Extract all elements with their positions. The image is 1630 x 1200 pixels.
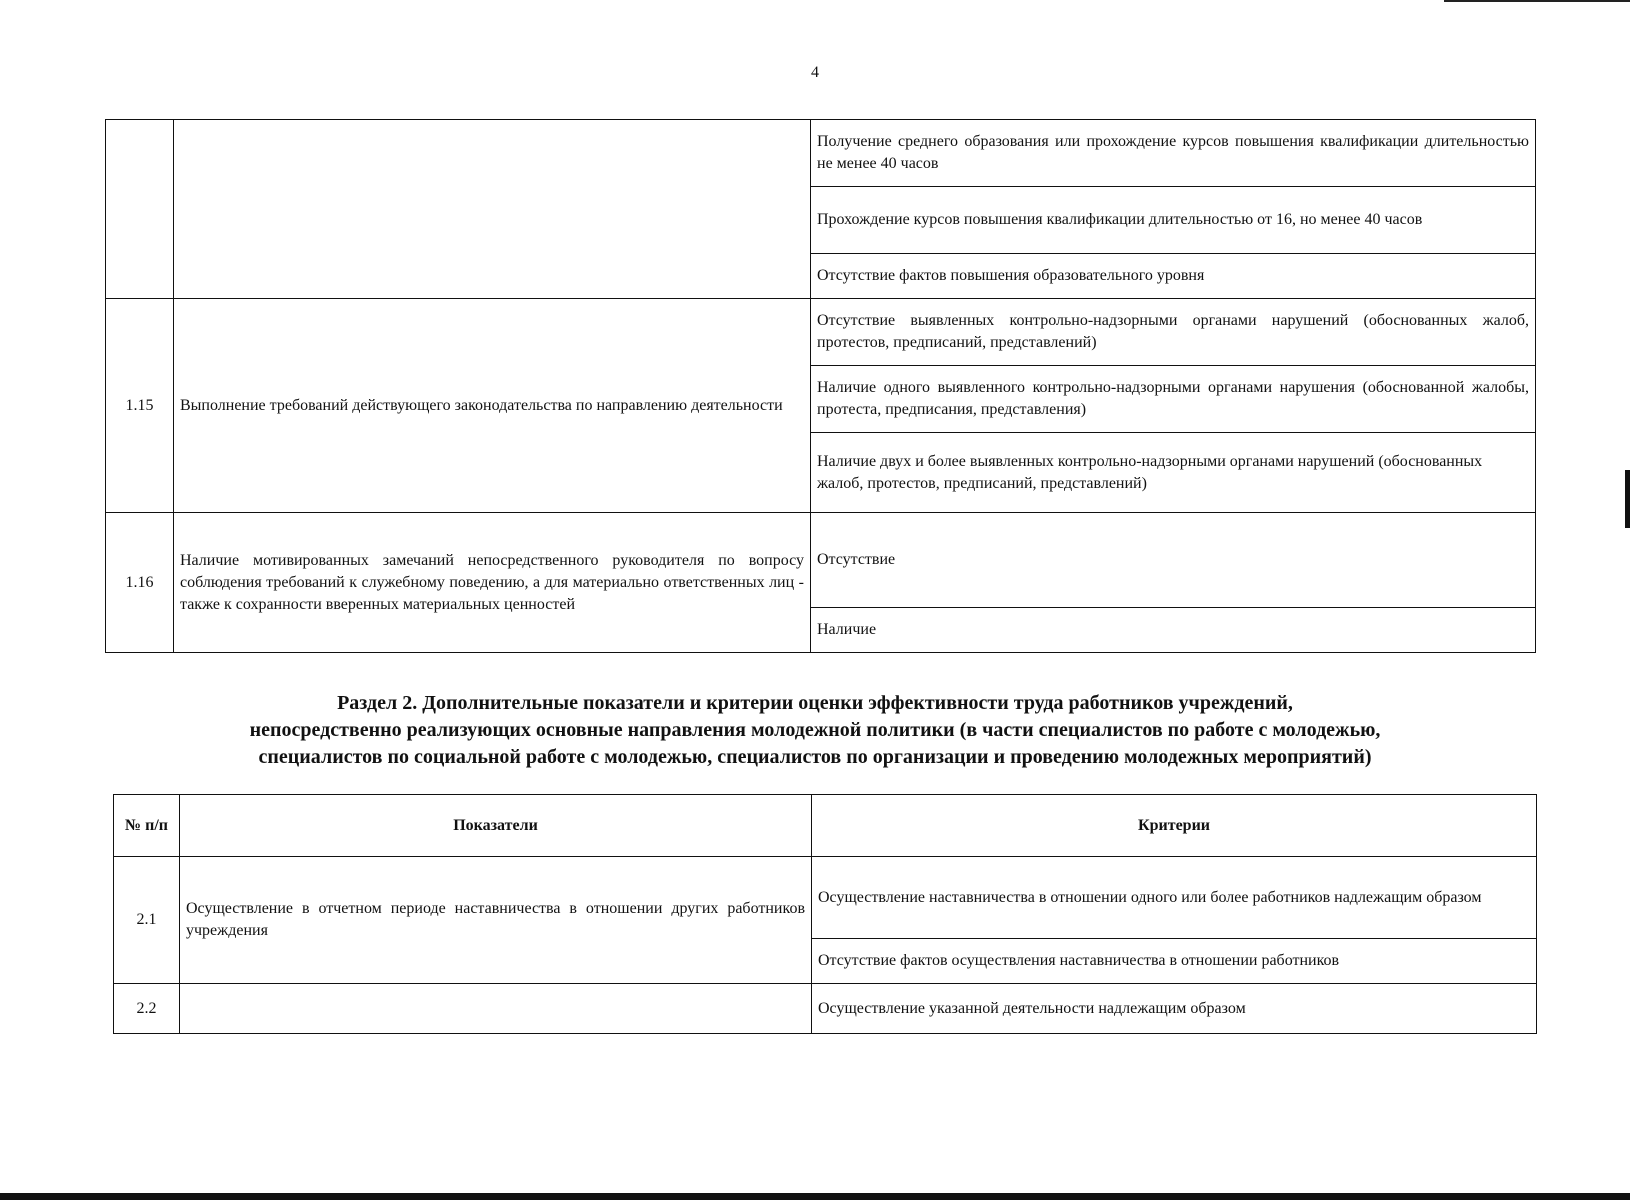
criterion-cell: Отсутствие выявленных контрольно-надзорными органами нарушений (обоснованных жалоб, протестов, предписаний, представлений) <box>811 299 1536 366</box>
scan-edge-line <box>1444 0 1630 2</box>
table-row <box>106 120 1536 187</box>
criterion-cell: Осуществление наставничества в отношении одного или более работников надлежащим образом <box>812 857 1537 939</box>
criterion-cell: Осуществление указанной деятельности надлежащим образом <box>812 984 1537 1034</box>
criteria-table-section2 <box>113 794 1537 1034</box>
table-row <box>114 984 1537 1034</box>
header-criteria: Критерии <box>812 795 1537 857</box>
table-row <box>106 513 1536 608</box>
indicator-cell <box>180 984 812 1034</box>
criterion-cell: Наличие <box>811 608 1536 653</box>
indicator-cell: Наличие мотивированных замечаний непосредственного руководителя по вопросу соблюдения требований к служебному поведению, а для материально ответственных лиц - также к сохранности вверенных материальных ценностей <box>174 513 811 653</box>
criteria-table-section1 <box>105 119 1536 653</box>
section-2-title <box>100 690 1530 771</box>
section-title-line: непосредственно реализующих основные направления молодежной политики (в части специалистов по работе с молодежью, <box>249 719 1381 741</box>
row-number: 1.16 <box>106 513 174 653</box>
header-indicators: Показатели <box>180 795 812 857</box>
criterion-cell: Отсутствие фактов повышения образовательного уровня <box>811 254 1536 299</box>
section-title-line: Раздел 2. Дополнительные показатели и критерии оценки эффективности труда работников учреждений, <box>337 692 1293 714</box>
scan-bottom-edge <box>0 1193 1630 1200</box>
table-row <box>114 857 1537 939</box>
criterion-cell: Наличие одного выявленного контрольно-надзорными органами нарушения (обоснованной жалобы, протеста, предписания, представления) <box>811 366 1536 433</box>
page-number: 4 <box>811 64 819 81</box>
table-header-row <box>114 795 1537 857</box>
row-number: 1.15 <box>106 299 174 513</box>
indicator-cell: Выполнение требований действующего законодательства по направлению деятельности <box>174 299 811 513</box>
section-title-line: специалистов по социальной работе с молодежью, специалистов по организации и проведению молодежных мероприятий) <box>258 746 1372 768</box>
criterion-cell: Отсутствие фактов осуществления наставничества в отношении работников <box>812 939 1537 984</box>
indicator-cell: Осуществление в отчетном периоде наставничества в отношении других работников учреждения <box>180 857 812 984</box>
table-row <box>106 299 1536 366</box>
row-number: 2.2 <box>114 984 180 1034</box>
scan-edge-mark <box>1625 470 1630 528</box>
row-number <box>106 120 174 299</box>
criterion-cell: Наличие двух и более выявленных контрольно-надзорными органами нарушений (обоснованных жалоб, протестов, предписаний, представлений) <box>811 433 1536 513</box>
criterion-cell: Получение среднего образования или прохождение курсов повышения квалификации длительностью не менее 40 часов <box>811 120 1536 187</box>
criterion-cell: Прохождение курсов повышения квалификации длительностью от 16, но менее 40 часов <box>811 187 1536 254</box>
criterion-cell: Отсутствие <box>811 513 1536 608</box>
header-number: № п/п <box>114 795 180 857</box>
row-number: 2.1 <box>114 857 180 984</box>
indicator-cell <box>174 120 811 299</box>
